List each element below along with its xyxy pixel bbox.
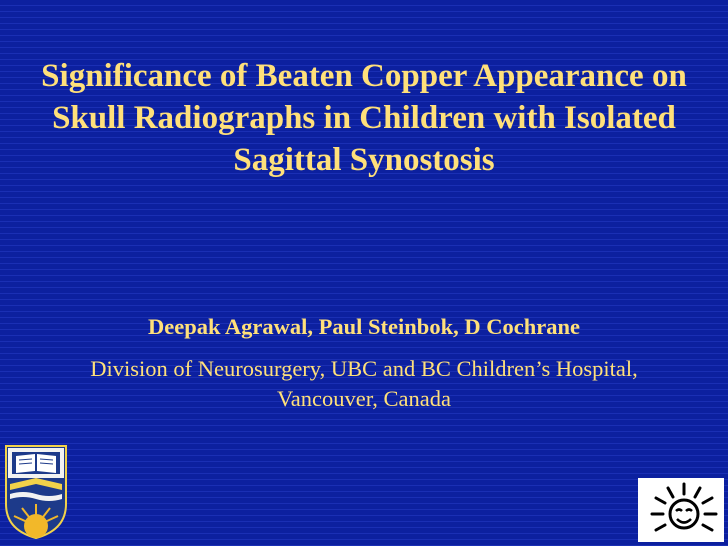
ubc-crest-icon bbox=[4, 444, 68, 540]
slide-title: Significance of Beaten Copper Appearance on Skull Radiographs in Children with Isolated Sagittal Synostosis bbox=[41, 58, 687, 178]
slide-authors: Deepak Agrawal, Paul Steinbok, D Cochrane bbox=[148, 314, 580, 339]
slide-affiliation: Division of Neurosurgery, UBC and BC Children’s Hospital, Vancouver, Canada bbox=[90, 356, 638, 411]
bc-childrens-hospital-sun-icon bbox=[638, 478, 724, 542]
